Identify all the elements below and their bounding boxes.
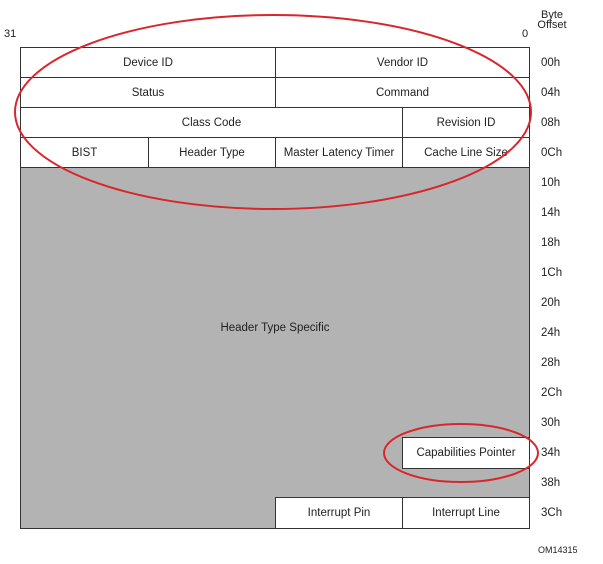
class-code-field: Class Code	[21, 108, 402, 138]
offset-30h: 30h	[541, 417, 561, 429]
offset-04h: 04h	[541, 87, 561, 99]
command-field: Command	[276, 78, 529, 108]
offset-2Ch: 2Ch	[541, 387, 563, 399]
header-type-field: Header Type	[149, 138, 275, 168]
offset-28h: 28h	[541, 357, 561, 369]
offset-20h: 20h	[541, 297, 561, 309]
interrupt-pin-field: Interrupt Pin	[276, 498, 402, 528]
capabilities-pointer-highlight	[384, 424, 538, 482]
revision-id-field: Revision ID	[403, 108, 529, 138]
offset-10h: 10h	[541, 177, 561, 189]
offset-label: Offset	[537, 19, 567, 31]
capabilities-pointer-field: Capabilities Pointer	[403, 438, 529, 468]
figure-id: OM14315	[538, 545, 578, 555]
offset-18h: 18h	[541, 237, 561, 249]
offset-3Ch: 3Ch	[541, 507, 563, 519]
bit-31-label: 31	[4, 28, 17, 40]
vendor-id-field: Vendor ID	[276, 48, 529, 78]
bist-field: BIST	[21, 138, 148, 168]
bit-0-label: 0	[522, 28, 529, 40]
master-latency-timer-field: Master Latency Timer	[276, 138, 402, 168]
cache-line-size-field: Cache Line Size	[403, 138, 529, 168]
standard-header-highlight	[15, 15, 531, 209]
offset-1Ch: 1Ch	[541, 267, 563, 279]
offset-14h: 14h	[541, 207, 561, 219]
offset-08h: 08h	[541, 117, 561, 129]
offset-38h: 38h	[541, 477, 561, 489]
offset-34h: 34h	[541, 447, 561, 459]
offset-0Ch: 0Ch	[541, 147, 563, 159]
status-field: Status	[21, 78, 275, 108]
byte-label: Byte	[540, 9, 563, 21]
device-id-field: Device ID	[21, 48, 275, 78]
offset-24h: 24h	[541, 327, 561, 339]
interrupt-line-field: Interrupt Line	[403, 498, 529, 528]
header-type-specific-label: Header Type Specific	[220, 322, 330, 334]
offset-00h: 00h	[541, 57, 561, 69]
